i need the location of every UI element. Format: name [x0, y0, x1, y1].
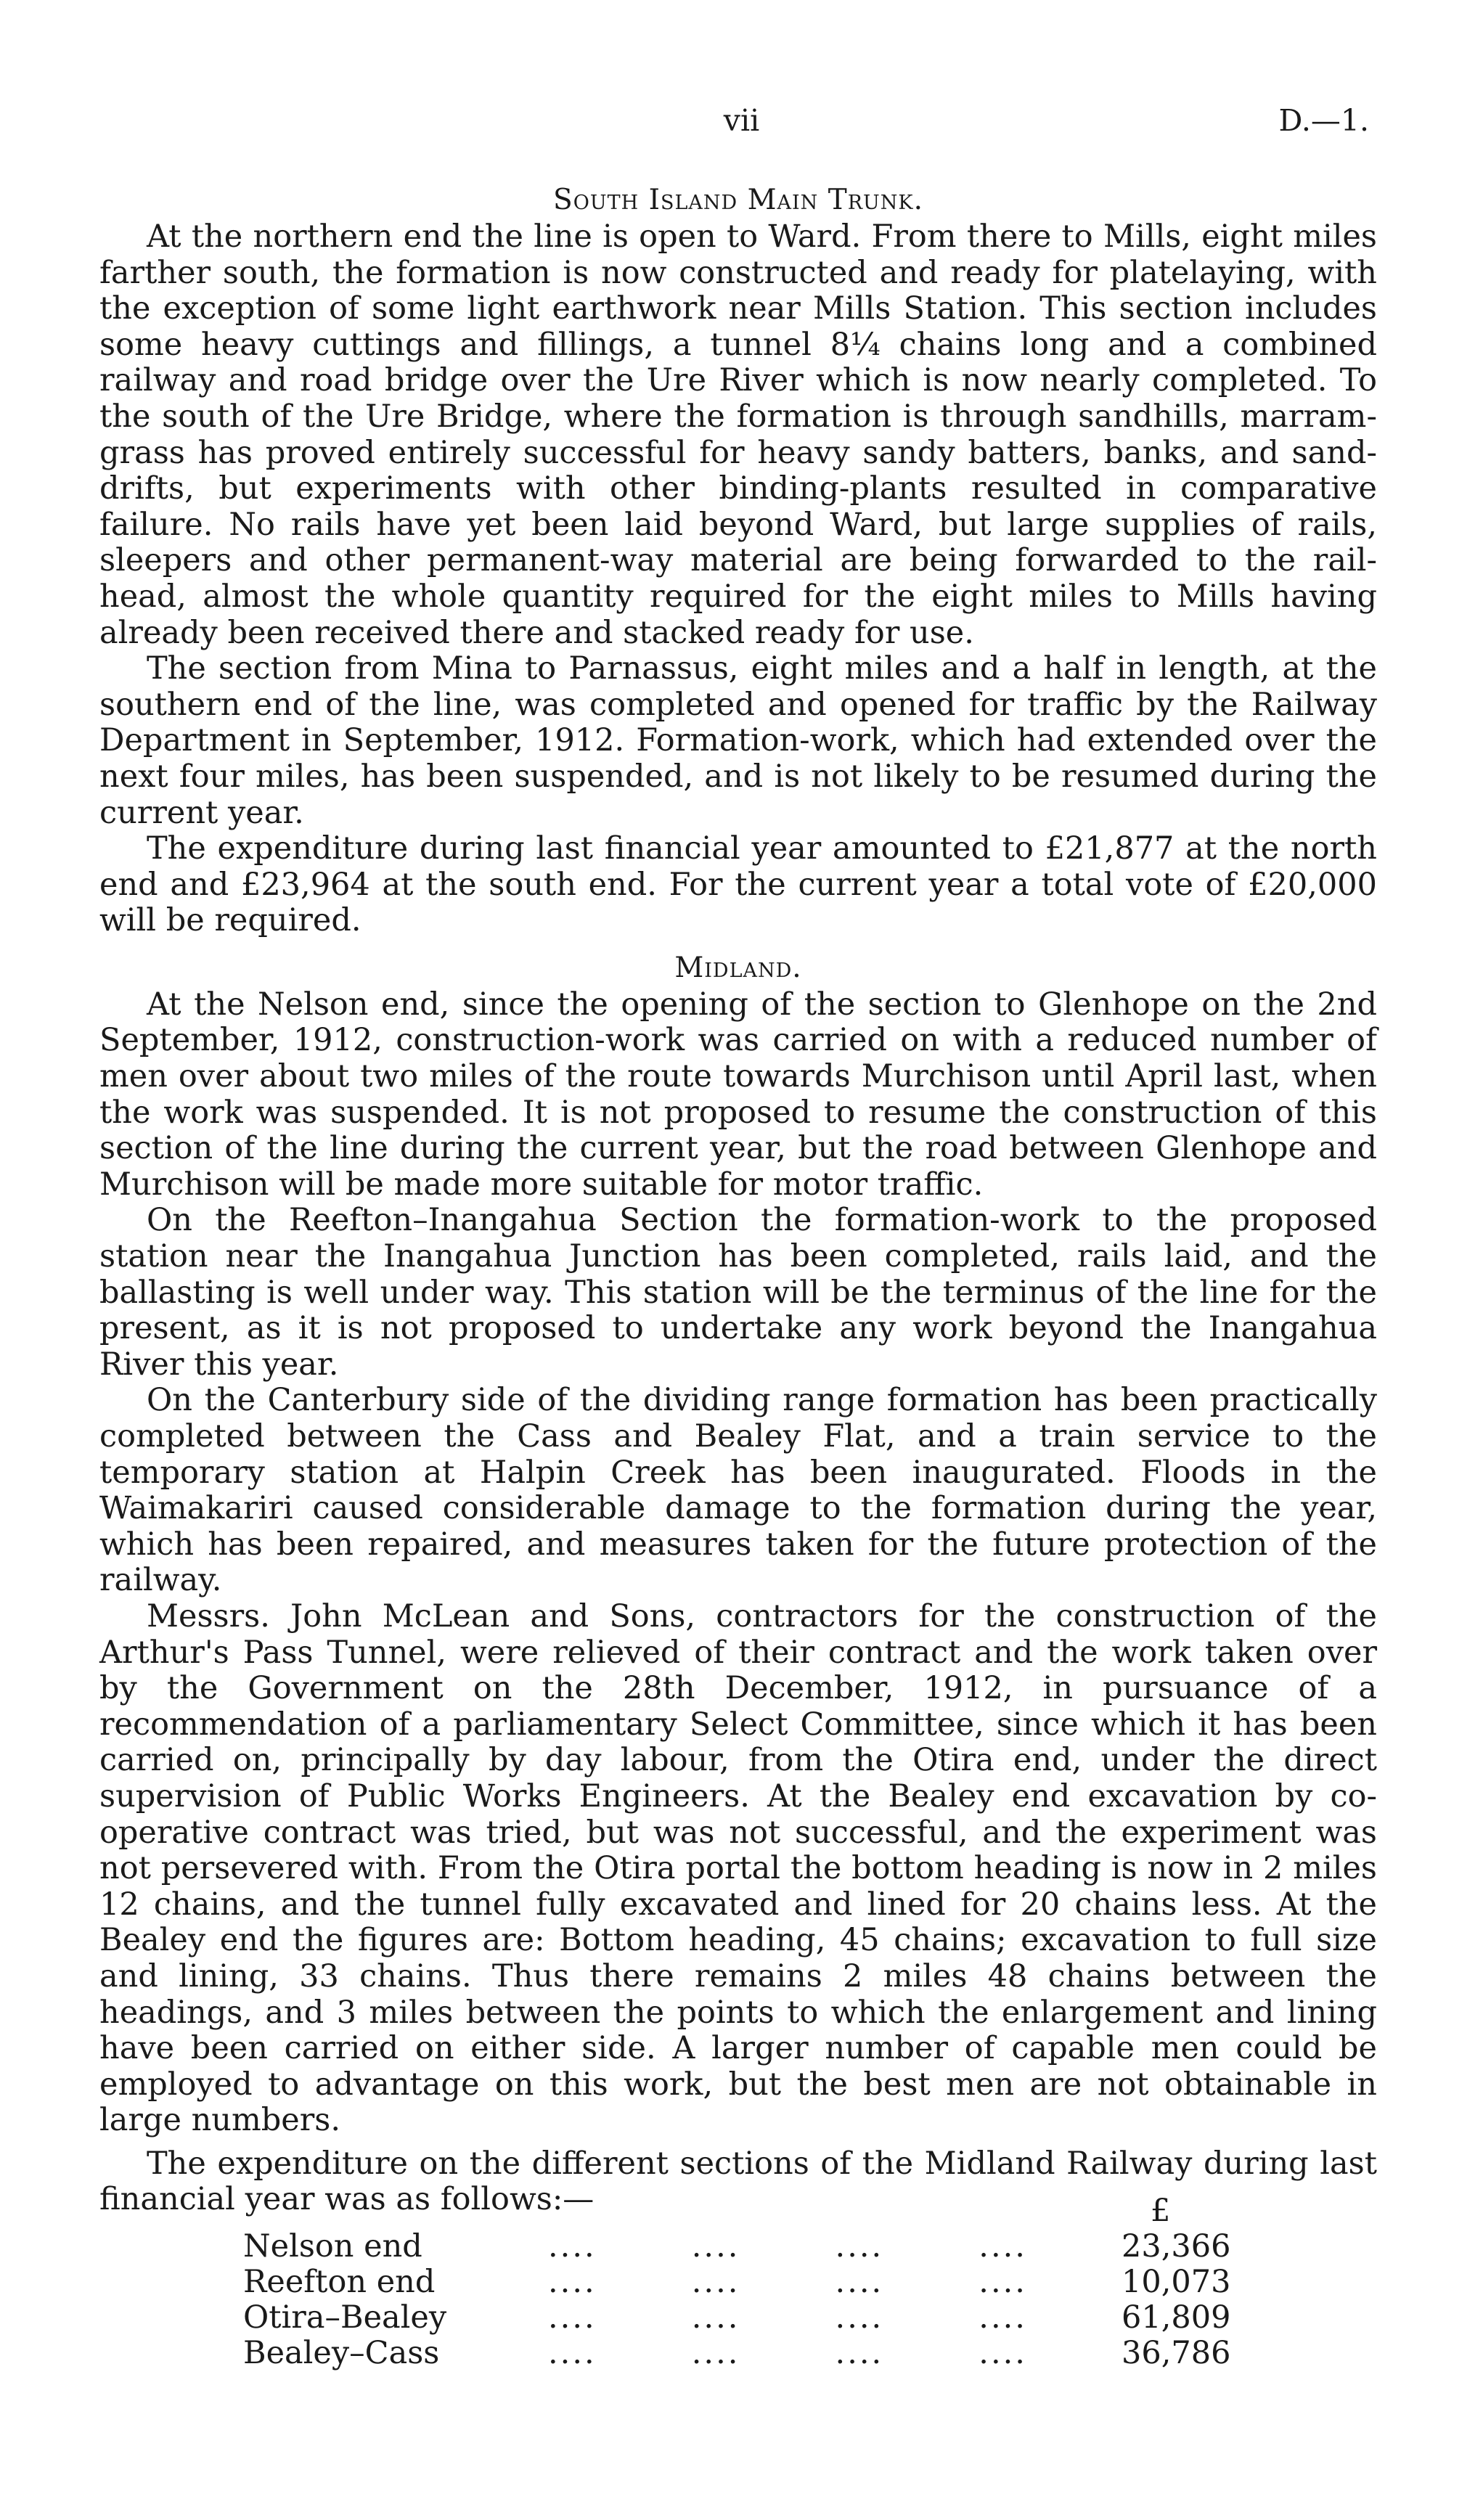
paragraph: At the Nelson end, since the opening of the section to Glenhope on the 2nd September, 1912, construction-work was carried on with a reduced number of men over about two miles of the route towards Murchison until April last, when the work was suspended. It is not proposed to resume the construction of this section of the line during the current year, but the road between Glenhope and Murchison will be made more suitable for motor traffic. — [99, 986, 1377, 1203]
body-text — [99, 181, 1377, 2218]
table-currency-row — [243, 2193, 1245, 2229]
row-label: Nelson end — [243, 2228, 422, 2265]
row-label: Bealey–Cass — [243, 2335, 440, 2371]
paragraph: On the Canterbury side of the dividing range formation has been practically completed between the Cass and Bealey Flat, and a train service to the temporary station at Halpin Creek has been inaugurated. Floods in the Waimakariri caused considerable damage to the formation during the year, which has been repaired, and measures taken for the future protection of the railway. — [99, 1382, 1377, 1599]
table-row — [243, 2229, 1245, 2265]
row-amount: 23,366 — [1122, 2228, 1231, 2265]
expenditure-table — [243, 2193, 1245, 2371]
paragraph: Messrs. John McLean and Sons, contractors for the construction of the Arthur's Pass Tunnel, were relieved of their contract and the work taken over by the Government on the 28th December, 1912, in pursuance of a recommendation of a parliamentary Select Committee, since which it has been carried on, principally by day labour, from the Otira end, under the direct supervision of Public Works Engineers. At the Bealey end excavation by co-operative contract was tried, but was not successful, and the experiment was not persevered with. From the Otira portal the bottom heading is now in 2 miles 12 chains, and the tunnel fully excavated and lined for 20 chains less. At the Bealey end the figures are: Bottom heading, 45 chains; excavation to full size and lining, 33 chains. Thus there remains 2 miles 48 chains between the headings, and 3 miles between the points to which the enlargement and lining have been carried on either side. A larger number of capable men could be employed to advantage on this work, but the best men are not obtainable in large numbers. — [99, 1598, 1377, 2139]
paragraph: The expenditure on the different sections of the Midland Railway during last financial year was as follows:— — [99, 2145, 1377, 2218]
paragraph: The section from Mina to Parnassus, eight miles and a half in length, at the southern end of the line, was completed and opened for traffic by the Railway Department in September, 1912. Formation-work, which had extended over the next four miles, has been suspended, and is not likely to be resumed during the current year. — [99, 650, 1377, 831]
paragraph: At the northern end the line is open to Ward. From there to Mills, eight miles farther south, the formation is now constructed and ready for platelaying, with the exception of some light earthwork near Mills Station. This section includes some heavy cuttings and fillings, a tunnel 8¼ chains long and a combined railway and road bridge over the Ure River which is now nearly completed. To the south of the Ure Bridge, where the formation is through sandhills, marram-grass has proved entirely successful for heavy sandy batters, banks, and sand-drifts, but experiments with other binding-plants resulted in comparative failure. No rails have yet been laid beyond Ward, but large supplies of rails, sleepers and other permanent-way material are being forwarded to the rail-head, almost the whole quantity required for the eight miles to Mills having already been received there and stacked ready for use. — [99, 218, 1377, 651]
dot-leaders: .... .... .... .... — [548, 2299, 1027, 2336]
page-header — [0, 103, 1483, 147]
row-label: Otira–Bealey — [243, 2299, 447, 2336]
currency-symbol: £ — [1151, 2193, 1171, 2229]
dot-leaders: .... .... .... .... — [548, 2228, 1027, 2265]
row-label: Reefton end — [243, 2264, 436, 2300]
dot-leaders: .... .... .... .... — [548, 2335, 1027, 2371]
row-amount: 36,786 — [1122, 2335, 1231, 2371]
page-number: vii — [723, 103, 760, 138]
dot-leaders: .... .... .... .... — [548, 2264, 1027, 2300]
table-row — [243, 2336, 1245, 2371]
section-heading-midland: Midland. — [674, 951, 802, 984]
section-heading-south-island: South Island Main Trunk. — [553, 184, 923, 216]
paragraph: On the Reefton–Inangahua Section the formation-work to the proposed station near the Inangahua Junction has been completed, rails laid, and the ballasting is well under way. This station will be the terminus of the line for the present, as it is not proposed to undertake any work beyond the Inangahua River this year. — [99, 1202, 1377, 1383]
table-row — [243, 2265, 1245, 2300]
row-amount: 10,073 — [1122, 2264, 1231, 2300]
table-row — [243, 2300, 1245, 2336]
paragraph: The expenditure during last financial year amounted to £21,877 at the north end and £23,964 at the south end. For the current year a total vote of £20,000 will be required. — [99, 830, 1377, 939]
document-reference: D.—1. — [1278, 103, 1369, 138]
row-amount: 61,809 — [1122, 2299, 1231, 2336]
